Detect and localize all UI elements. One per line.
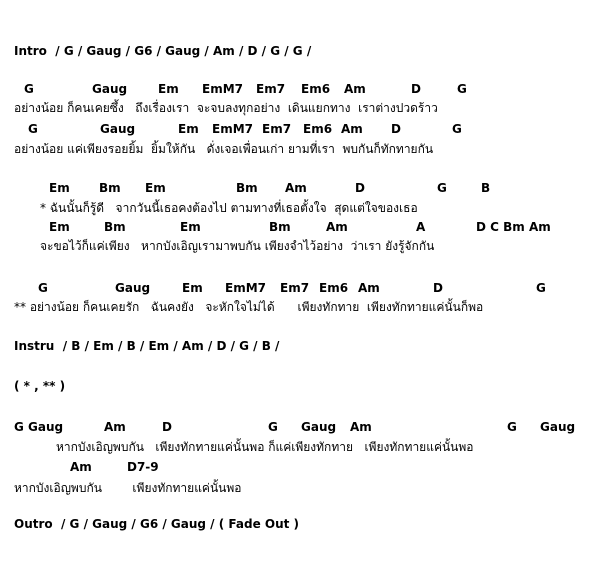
chord: Em7 (262, 122, 292, 136)
chord: Gaug (100, 122, 136, 136)
chord: Am (70, 460, 92, 474)
chord: G (452, 122, 462, 136)
chord: Gaug (115, 281, 151, 295)
chord: Gaug (540, 420, 576, 434)
chord: Am (358, 281, 380, 295)
repeat-marker: ( * , ** ) (14, 379, 66, 393)
chord: G (24, 82, 34, 96)
chord: B (481, 181, 491, 195)
chord: Am (350, 420, 372, 434)
chord: D (433, 281, 443, 295)
instrumental-line: Instru / B / Em / B / Em / Am / D / G / B / (14, 339, 280, 353)
chord: D (355, 181, 365, 195)
chord: Em (49, 220, 70, 234)
chord: G (437, 181, 447, 195)
chord: Am (344, 82, 366, 96)
chord: D (411, 82, 421, 96)
chord: Am (341, 122, 363, 136)
chord: Gaug (92, 82, 128, 96)
lyric-line: หากบังเอิญพบกัน เพียงทักทายแค่นั้นพอ ก็แค่เพียงทักทาย เพียงทักทายแค่นั้นพอ (56, 440, 474, 454)
chord: EmM7 (212, 122, 253, 136)
chord: D7-9 (127, 460, 159, 474)
chord: G (268, 420, 278, 434)
chord: G (457, 82, 467, 96)
chord: Em (182, 281, 203, 295)
chord: D (391, 122, 401, 136)
chord: G (28, 122, 38, 136)
chord: Em (180, 220, 201, 234)
chord: Em (158, 82, 179, 96)
chord: Em6 (303, 122, 333, 136)
lyric-line: ** อย่างน้อย ก็คนเคยรัก ฉันคงยัง จะหักใจไม่ได้ เพียงทักทาย เพียงทักทายแค่นั้นก็พอ (14, 300, 484, 314)
chord: Em7 (256, 82, 286, 96)
chord: Em (49, 181, 70, 195)
chord: Em7 (280, 281, 310, 295)
chord: Bm (236, 181, 258, 195)
chord: G Gaug (14, 420, 64, 434)
chord: Bm (269, 220, 291, 234)
chord: Em (178, 122, 199, 136)
lyric-line: จะขอไว้ก็แค่เพียง หากบังเอิญเรามาพบกัน เพียงจำไว้อย่าง ว่าเรา ยังรู้จักกัน (40, 239, 435, 253)
chord: Em (145, 181, 166, 195)
lyric-line: อย่างน้อย ก็คนเคยซึ้ง ถึงเรื่องเรา จะจบลงทุกอย่าง เดินแยกทาง เราต่างปวดร้าว (14, 101, 438, 115)
chord: G (507, 420, 517, 434)
chord: Em6 (319, 281, 349, 295)
chord: EmM7 (225, 281, 266, 295)
chord: G (38, 281, 48, 295)
lyric-line: อย่างน้อย แค่เพียงรอยยิ้ม ยิ้มให้กัน ดั่งเจอเพื่อนเก่า ยามที่เรา พบกันก็ทักทายกัน (14, 142, 434, 156)
chord: D (162, 420, 172, 434)
chord: D C Bm Am (476, 220, 551, 234)
chord: Em6 (301, 82, 331, 96)
chord: Bm (104, 220, 126, 234)
chord: Am (285, 181, 307, 195)
chord: Am (326, 220, 348, 234)
lyric-line: หากบังเอิญพบกัน เพียงทักทายแค่นั้นพอ (14, 481, 242, 495)
chord: EmM7 (202, 82, 243, 96)
chord: Bm (99, 181, 121, 195)
chord: Am (104, 420, 126, 434)
lyric-line: * ฉันนั้นก็รู้ดี จากวันนี้เธอคงต้องไป ตามทางที่เธอตั้งใจ สุดแต่ใจของเธอ (40, 201, 418, 215)
chord: A (416, 220, 426, 234)
intro-line: Intro / G / Gaug / G6 / Gaug / Am / D / G / G / (14, 44, 312, 58)
chord: Gaug (301, 420, 337, 434)
chord: G (536, 281, 546, 295)
outro-line: Outro / G / Gaug / G6 / Gaug / ( Fade Out ) (14, 517, 300, 531)
